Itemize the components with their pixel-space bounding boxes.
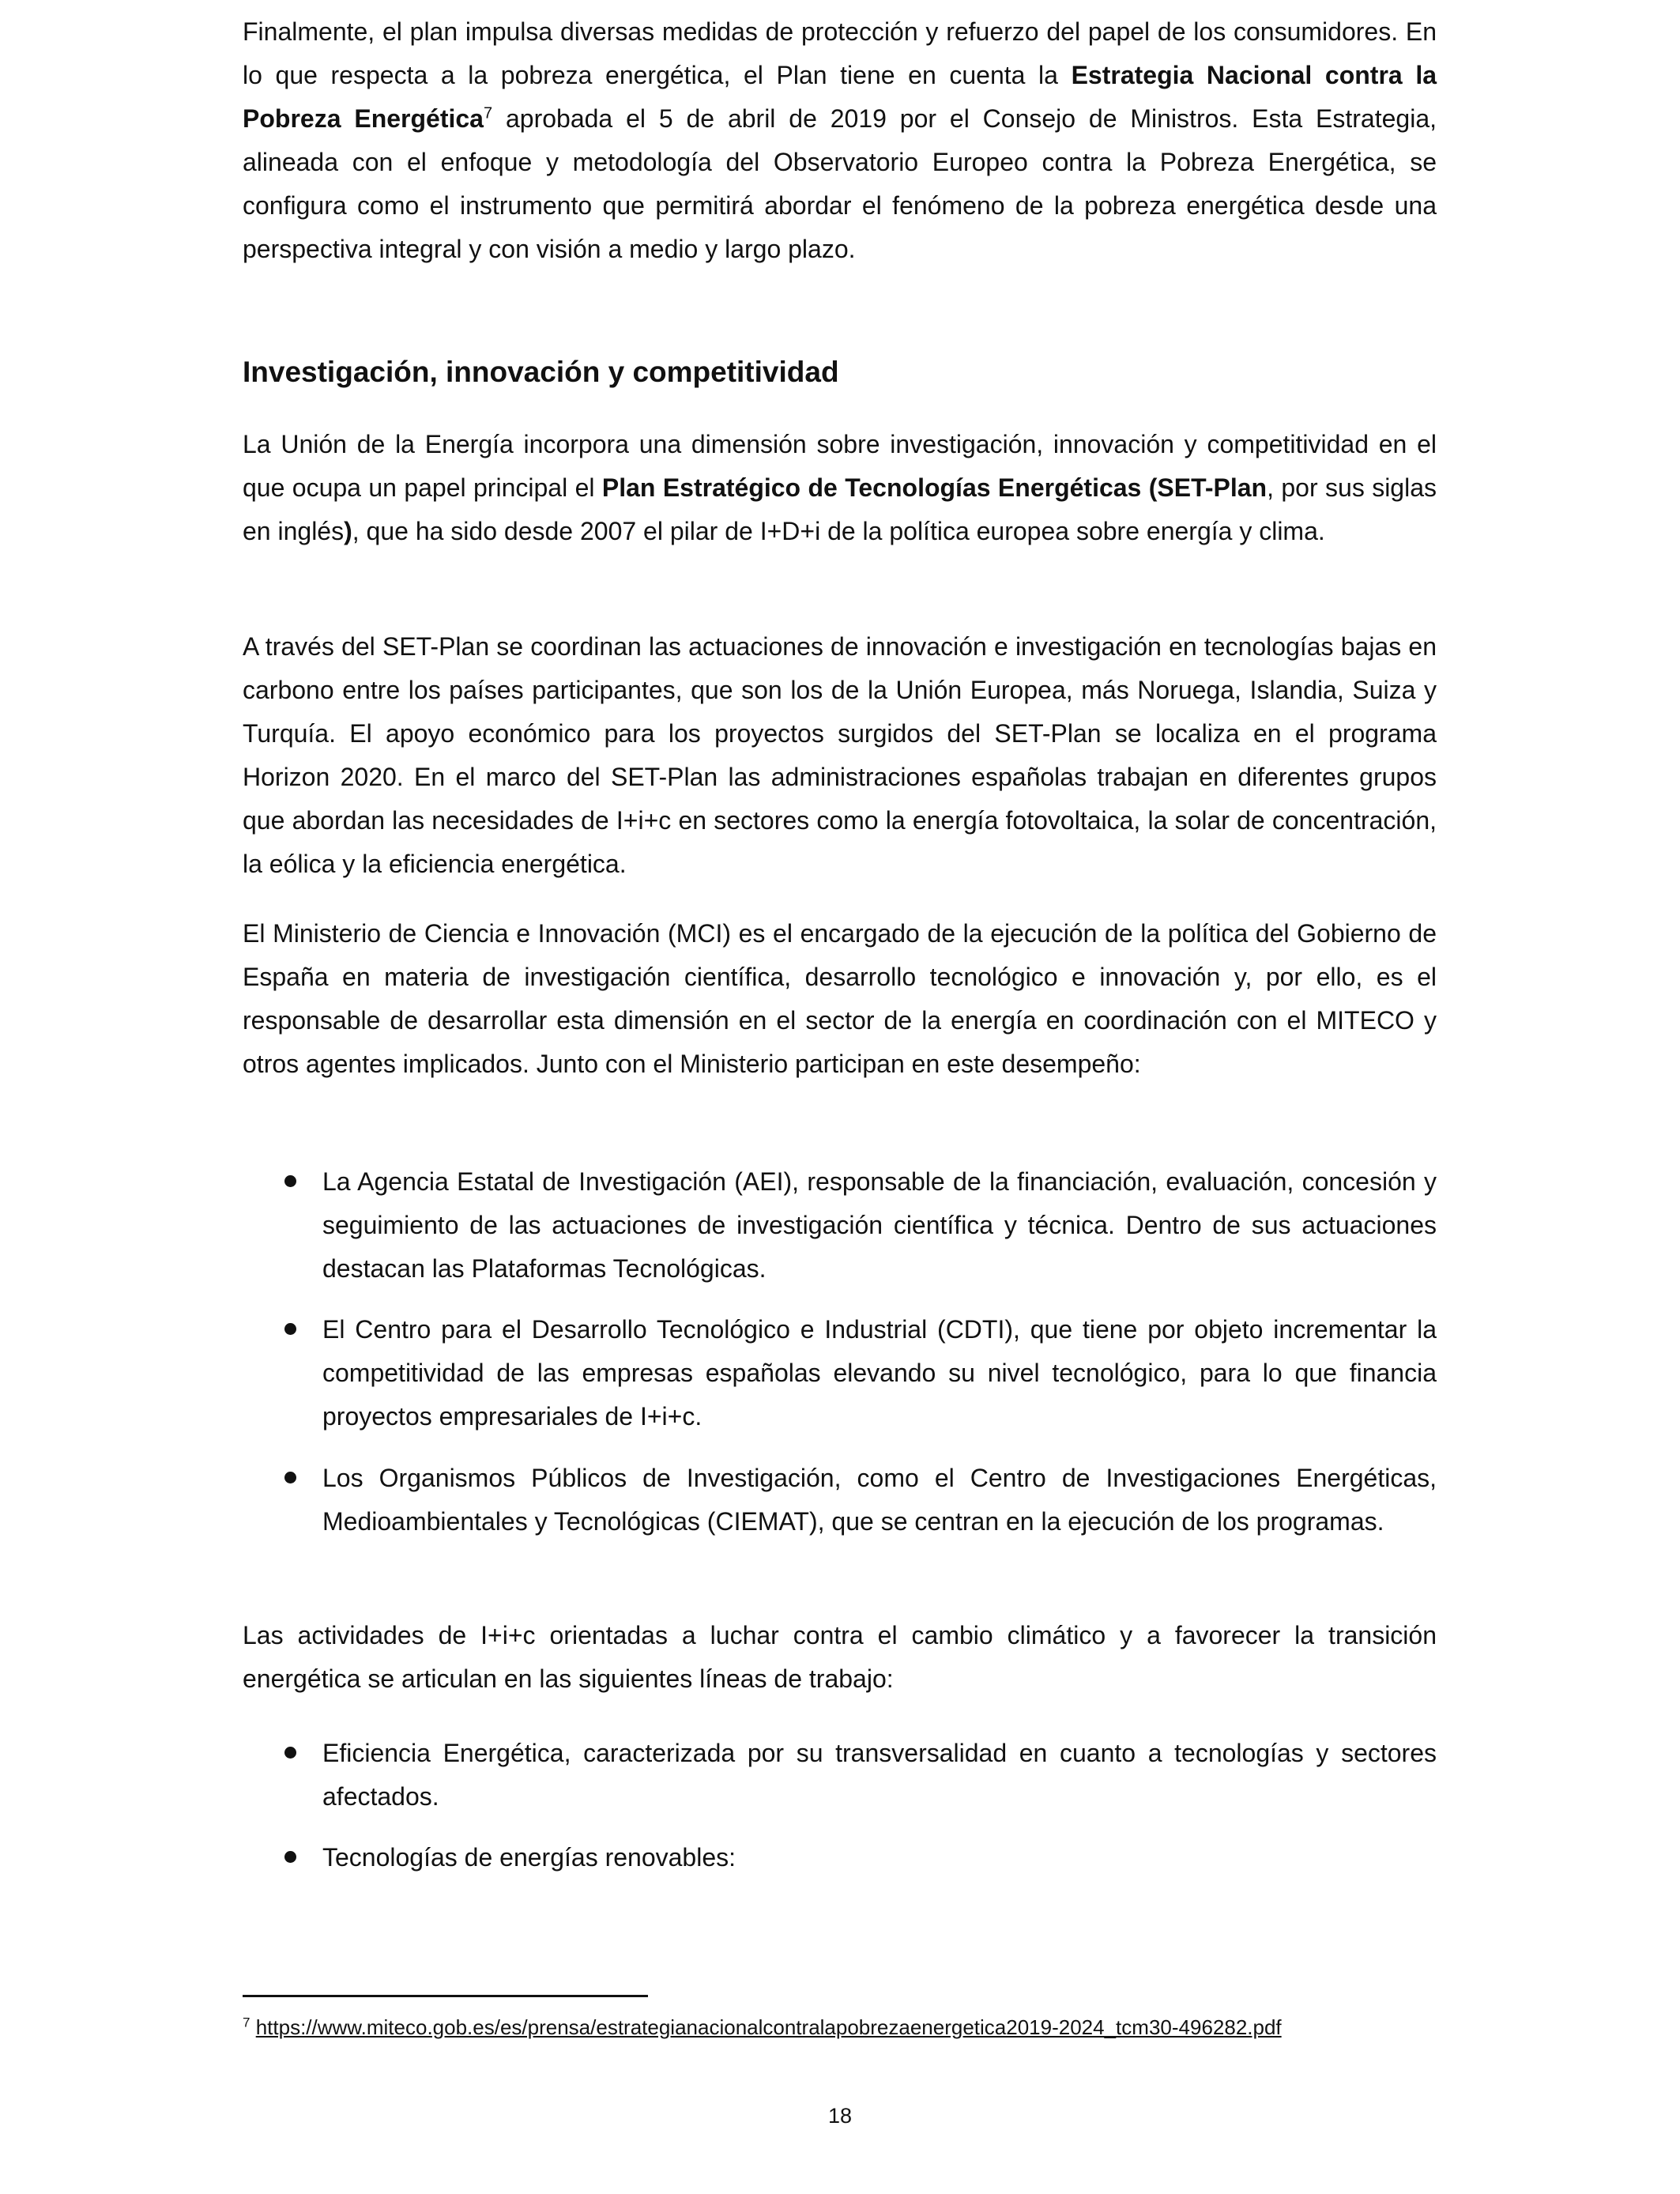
- bullet-icon: [284, 1747, 296, 1759]
- paragraph-set-plan: A través del SET-Plan se coordinan las actuaciones de innovación e investigación en tecnologías bajas en carbono entre los países participantes, que son los de la Unión Europea, más Noruega, Islandia, Suiza y Turquía. El apoyo económico para los proyectos surgidos del SET-Plan se localiza en el programa Horizon 2020. En el marco del SET-Plan las administraciones españolas trabajan en diferentes grupos que abordan las necesidades de I+i+c en sectores como la energía fotovoltaica, la solar de concentración, la eólica y la eficiencia energética.: [243, 632, 1437, 878]
- paragraph-pobreza-energetica: [243, 10, 1437, 271]
- text: Finalmente, el plan impulsa diversas medidas de protección y refuerzo del papel de los consumidores. En lo que respecta a la pobreza energética, el Plan tiene en cuenta la: [243, 17, 1437, 89]
- footnote-link[interactable]: https://www.miteco.gob.es/es/prensa/estrategianacionalcontralapobrezaenergetica2019-2024_tcm30-496282.pdf: [255, 2015, 1282, 2039]
- footnote-separator: [243, 1995, 648, 1997]
- bold-text: ): [344, 517, 352, 545]
- footnote-ref[interactable]: 7: [483, 104, 493, 123]
- bullet-icon: [284, 1472, 296, 1483]
- text: La Unión de la Energía incorpora una dimensión sobre investigación, innovación y competitividad en el que ocupa un papel principal el: [243, 430, 1437, 502]
- text: , por sus siglas en inglés: [243, 473, 1437, 545]
- bullet-icon: [284, 1175, 296, 1187]
- list-item-text: La Agencia Estatal de Investigación (AEI), responsable de la financiación, evaluación, concesión y seguimiento de las actuaciones de investigación científica y técnica. Dentro de sus actuaciones destacan las Plataformas Tecnológicas.: [322, 1167, 1437, 1283]
- footnote-number: 7: [243, 2015, 250, 2030]
- paragraph-actividades: Las actividades de I+i+c orientadas a luchar contra el cambio climático y a favorecer la transición energética se articulan en las siguientes líneas de trabajo:: [243, 1621, 1437, 1693]
- footnote: [243, 2011, 1428, 2044]
- page-number: 18: [827, 2104, 853, 2128]
- paragraph-ministerio: El Ministerio de Ciencia e Innovación (MCI) es el encargado de la ejecución de la política del Gobierno de España en materia de investigación científica, desarrollo tecnológico e innovación y, por ello, es el responsable de desarrollar esta dimensión en el sector de la energía en coordinación con el MITECO y otros agentes implicados. Junto con el Ministerio participan en este desempeño:: [243, 919, 1437, 1078]
- section-heading: Investigación, innovación y competitividad: [243, 356, 839, 388]
- list-item-text: Tecnologías de energías renovables:: [322, 1843, 736, 1872]
- bullet-icon: [284, 1323, 296, 1335]
- list-item: [322, 1160, 1437, 1291]
- bold-text: Plan Estratégico de Tecnologías Energéticas (SET-Plan: [601, 473, 1268, 502]
- paragraph-union-energia: [243, 423, 1437, 553]
- bullet-icon: [284, 1851, 296, 1863]
- list-item: [322, 1836, 1437, 1879]
- list-item: [322, 1457, 1437, 1544]
- list-item-text: Eficiencia Energética, caracterizada por su transversalidad en cuanto a tecnologías y sectores afectados.: [322, 1739, 1437, 1811]
- text: aprobada el 5 de abril de 2019 por el Consejo de Ministros. Esta Estrategia, alineada con el enfoque y metodología del Observatorio Europeo contra la Pobreza Energética, se configura como el instrumento que permitirá abordar el fenómeno de la pobreza energética desde una perspectiva integral y con visión a medio y largo plazo.: [243, 104, 1437, 263]
- list-item: [322, 1308, 1437, 1438]
- bold-text: Estrategia Nacional contra la Pobreza Energética: [243, 61, 1437, 133]
- list-item-text: El Centro para el Desarrollo Tecnológico e Industrial (CDTI), que tiene por objeto incrementar la competitividad de las empresas españolas elevando su nivel tecnológico, para lo que financia proyectos empresariales de I+i+c.: [322, 1315, 1437, 1431]
- list-item: [322, 1732, 1437, 1819]
- list-item-text: Los Organismos Públicos de Investigación, como el Centro de Investigaciones Energéticas, Medioambientales y Tecnológicas (CIEMAT), que se centran en la ejecución de los programas.: [322, 1464, 1437, 1536]
- text: , que ha sido desde 2007 el pilar de I+D+i de la política europea sobre energía y clima.: [352, 517, 1325, 545]
